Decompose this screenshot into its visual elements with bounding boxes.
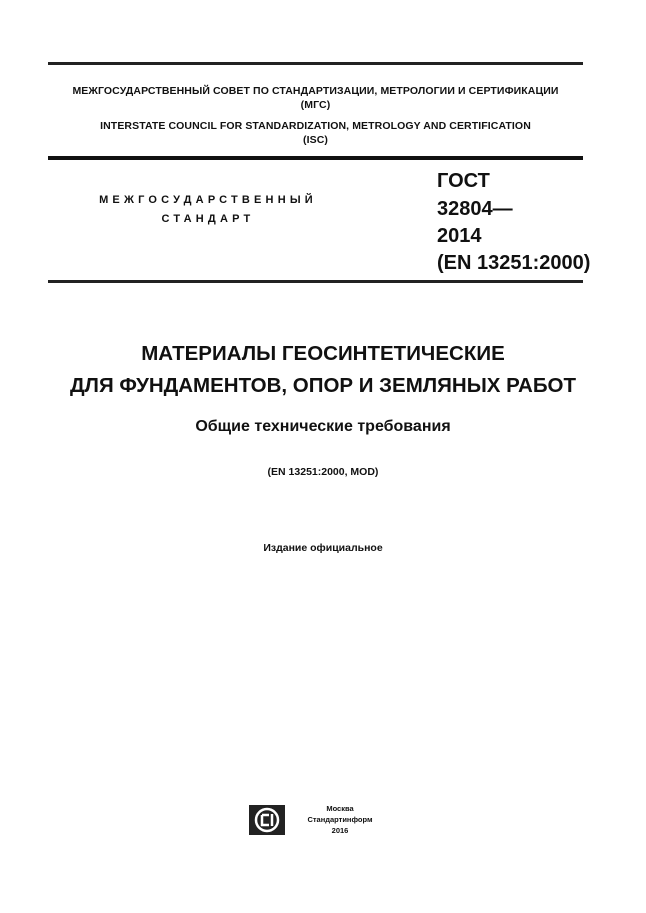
designation-rule xyxy=(48,280,583,283)
council-abbr-en: (ISC) xyxy=(303,134,328,146)
standartinform-logo-icon xyxy=(248,804,286,836)
gost-label: ГОСТ xyxy=(437,170,490,192)
document-title-line2: ДЛЯ ФУНДАМЕНТОВ, ОПОР И ЗЕМЛЯНЫХ РАБОТ xyxy=(69,374,577,397)
edition-note: Издание официальное xyxy=(263,542,383,554)
header-rule xyxy=(48,156,583,160)
standard-type-line2: СТАНДАРТ xyxy=(161,213,255,225)
gost-en-reference: (EN 13251:2000) xyxy=(437,252,591,274)
gost-year: 2014 xyxy=(437,225,482,247)
council-name-ru: МЕЖГОСУДАРСТВЕННЫЙ СОВЕТ ПО СТАНДАРТИЗАЦИИ, МЕТРОЛОГИИ И СЕРТИФИКАЦИИ xyxy=(72,85,559,97)
document-title-line1: МАТЕРИАЛЫ ГЕОСИНТЕТИЧЕСКИЕ xyxy=(141,342,505,365)
council-abbr-ru: (МГС) xyxy=(300,99,331,111)
council-name-en: INTERSTATE COUNCIL FOR STANDARDIZATION, METROLOGY AND CERTIFICATION xyxy=(100,120,531,132)
publisher-year: 2016 xyxy=(331,826,349,835)
document-subtitle: Общие технические требования xyxy=(195,418,451,435)
gost-number: 32804— xyxy=(437,198,513,220)
publisher-name: Стандартинформ xyxy=(307,815,373,824)
standard-type-line1: МЕЖГОСУДАРСТВЕННЫЙ xyxy=(99,194,317,206)
top-rule xyxy=(48,62,583,65)
publisher-city: Москва xyxy=(326,804,354,813)
en-reference: (EN 13251:2000, MOD) xyxy=(267,466,379,478)
